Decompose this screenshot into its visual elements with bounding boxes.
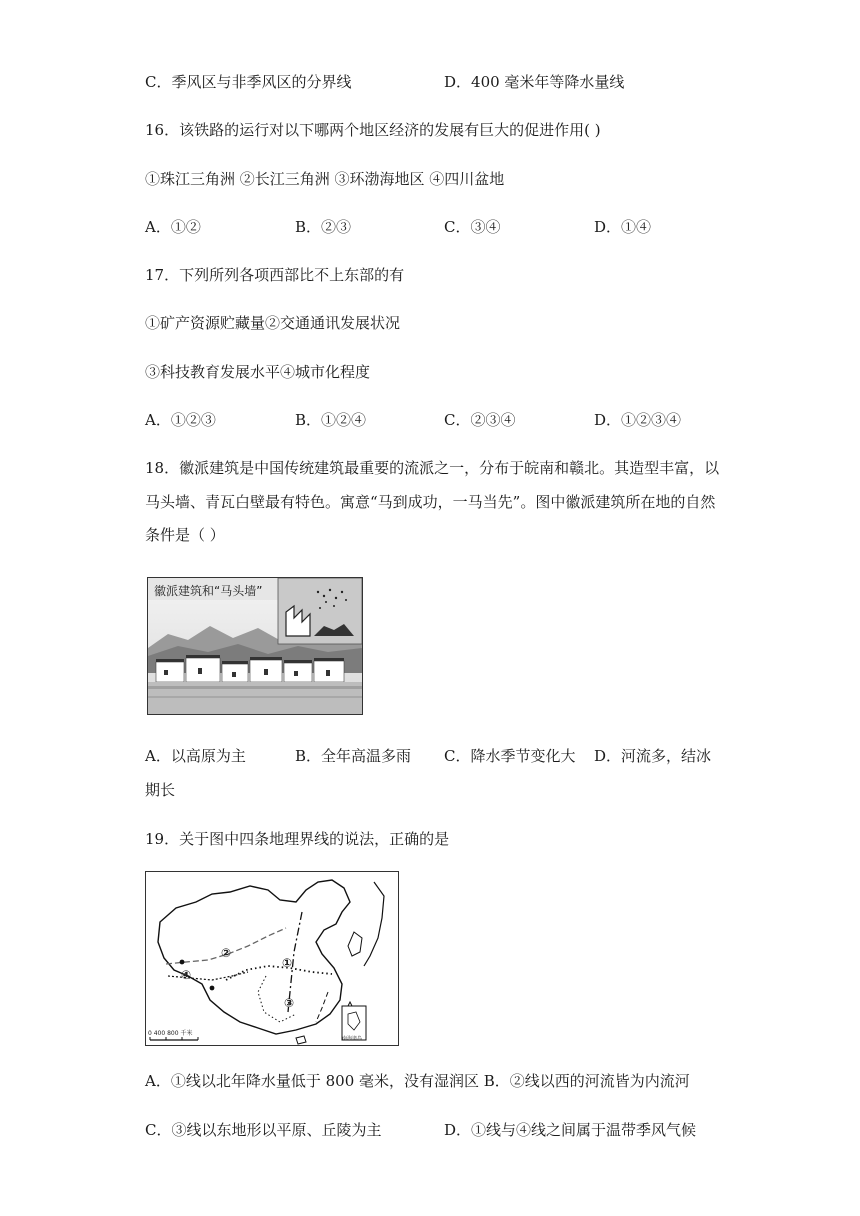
q16-stem: 16．该铁路的运行对以下哪两个地区经济的发展有巨大的促进作用( )	[145, 121, 601, 139]
huizhou-architecture-figure	[147, 577, 363, 715]
q17-stem: 17．下列所列各项西部比不上东部的有	[145, 266, 405, 284]
q17-option-c: C．②③④	[444, 411, 516, 429]
map-scale: 0 400 800 千米	[148, 1030, 193, 1037]
map-label-3: ③	[284, 996, 295, 1010]
q16-option-d: D．①④	[594, 218, 652, 236]
q17-option-a: A．①②③	[145, 411, 216, 429]
q16-option-c: C．③④	[444, 218, 501, 236]
q18-stem-line-3: 条件是（ ）	[145, 526, 225, 544]
q18-option-d-continued: 期长	[145, 781, 176, 799]
map-label-4: ④	[181, 968, 192, 982]
q18-option-d: D．河流多，结冰	[594, 747, 712, 765]
q17-option-b: B．①②④	[295, 411, 367, 429]
china-outline-map	[146, 872, 398, 1045]
q18-option-b: B．全年高温多雨	[295, 747, 412, 765]
q15-option-d: D．400 毫米年等降水量线	[444, 73, 625, 91]
q18-stem-line-2: 马头墙、青瓦白壁最有特色。寓意“马到成功，一马当先”。图中徽派建筑所在地的自然	[145, 493, 716, 511]
q18-option-c: C．降水季节变化大	[444, 747, 576, 765]
q19-option-ab: A．①线以北年降水量低于 800 毫米，没有湿润区 B．②线以西的河流皆为内流河	[145, 1072, 690, 1090]
map-inset-label: 南海诸岛	[342, 1036, 363, 1042]
q19-option-d: D．①线与④线之间属于温带季风气候	[444, 1121, 697, 1139]
q19-option-c: C．③线以东地形以平原、丘陵为主	[145, 1121, 382, 1139]
map-label-2: ②	[221, 946, 232, 960]
q17-item-1: ①矿产资源贮藏量②交通通讯发展状况	[145, 314, 401, 332]
q18-option-a: A．以高原为主	[145, 747, 246, 765]
figure-caption: 徽派建筑和“马头墙”	[154, 584, 263, 598]
q18-stem-line-1: 18．徽派建筑是中国传统建筑最重要的流派之一，分布于皖南和赣北。其造型丰富，以	[145, 459, 720, 477]
q16-option-b: B．②③	[295, 218, 352, 236]
q15-option-c: C．季风区与非季风区的分界线	[145, 73, 352, 91]
q19-stem: 19．关于图中四条地理界线的说法，正确的是	[145, 830, 450, 848]
q16-items: ①珠江三角洲 ②长江三角洲 ③环渤海地区 ④四川盆地	[145, 170, 505, 188]
q17-item-2: ③科技教育发展水平④城市化程度	[145, 363, 371, 381]
china-boundary-map	[145, 871, 399, 1046]
q17-option-d: D．①②③④	[594, 411, 682, 429]
q16-option-a: A．①②	[145, 218, 201, 236]
map-label-1: ①	[282, 956, 293, 970]
